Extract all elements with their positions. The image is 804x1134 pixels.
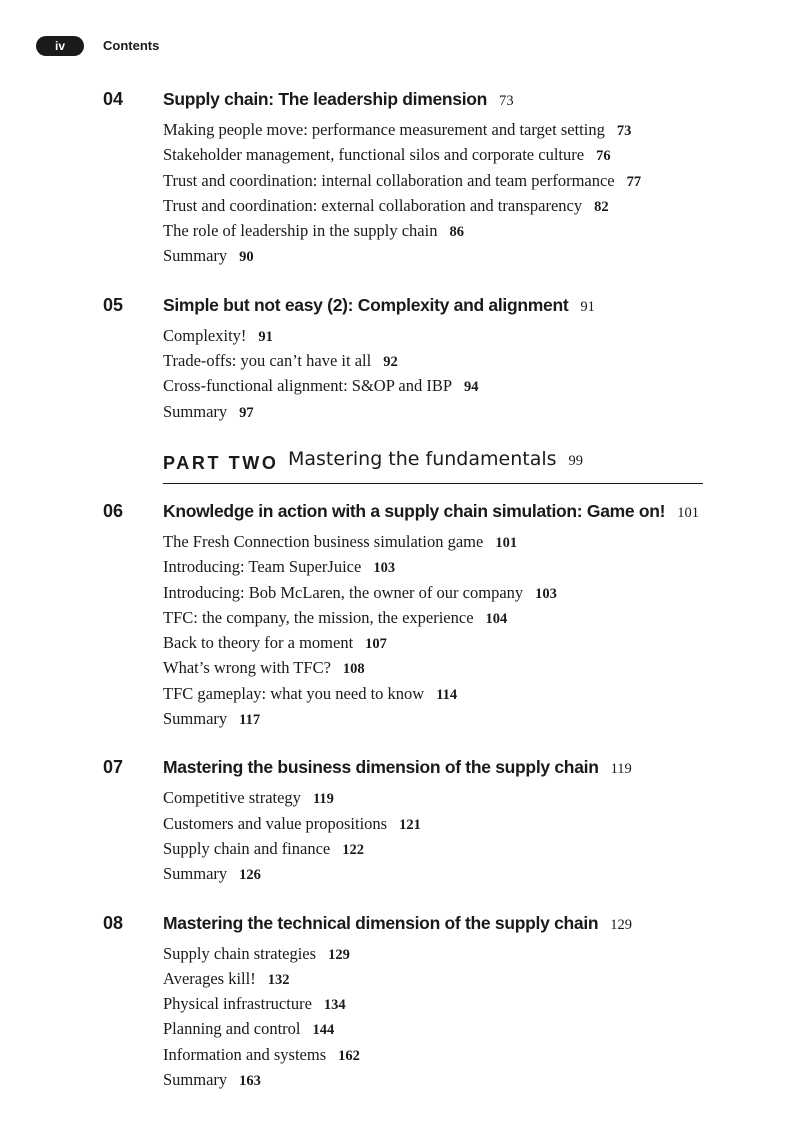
section-page: 119 [312,791,334,808]
section-title: Averages kill! [163,968,256,988]
section-page: 134 [323,997,346,1014]
section-entry [163,194,804,219]
chapter-title: Mastering the technical dimension of the supply chain [163,912,599,933]
section-entry [163,219,804,244]
section-page: 162 [338,1047,360,1064]
section-entry [163,862,804,887]
section-entry [163,581,804,606]
section-page: 117 [239,712,261,729]
section-title: Complexity! [163,325,247,345]
section-page: 114 [436,686,458,703]
chapter-page: 129 [610,916,633,933]
section-entry [163,812,804,837]
chapter-05 [0,292,804,425]
section-page: 122 [342,841,364,858]
section-page: 103 [373,560,396,577]
section-entry [163,118,804,143]
section-page: 104 [485,610,508,627]
section-list [163,786,804,887]
section-page: 82 [594,198,609,215]
section-page: 94 [464,379,479,396]
chapter-number: 04 [103,89,124,109]
part-title-group [288,448,583,470]
section-page: 97 [239,404,254,421]
section-entry [163,530,804,555]
part-label: PART TWO [163,452,279,473]
section-list [163,118,804,270]
section-title: Summary [163,401,228,421]
chapter-heading [163,910,804,936]
section-page: 92 [383,354,398,371]
chapter-04 [0,86,804,270]
section-page: 103 [535,585,557,602]
section-page: 107 [365,636,387,653]
section-entry [163,992,804,1017]
section-page: 77 [626,173,642,190]
section-entry [163,1068,804,1093]
chapter-title: Simple but not easy (2): Complexity and alignment [163,294,569,315]
chapter-06 [0,498,804,732]
part-page: 99 [568,452,584,469]
section-entry [163,555,804,580]
section-entry [163,1043,804,1068]
section-entry [163,837,804,862]
section-title: Introducing: Bob McLaren, the owner of our company [163,582,524,602]
section-title: Trust and coordination: internal collaboration and team performance [163,170,615,190]
section-entry [163,682,804,707]
section-entry [163,349,804,374]
section-entry [163,143,804,168]
section-list [163,942,804,1094]
section-page: 73 [616,123,632,139]
section-title: TFC gameplay: what you need to know [163,683,425,703]
part-title: Mastering the fundamentals [288,447,557,470]
section-page: 121 [399,816,421,833]
chapter-number: 07 [103,757,124,778]
section-entry [163,324,804,349]
section-title: Making people move: performance measurement and target setting [163,120,605,139]
section-title: Trust and coordination: external collaboration and transparency [163,195,583,215]
chapter-title: Supply chain: The leadership dimension [163,89,488,109]
section-title: TFC: the company, the mission, the experience [163,607,474,627]
section-entry [163,967,804,992]
running-head: Contents [103,38,160,53]
chapter-heading [163,86,804,112]
section-title: Summary [163,246,228,266]
chapter-page: 73 [499,93,514,109]
section-title: What’s wrong with TFC? [163,658,331,678]
section-page: 163 [239,1073,261,1090]
section-page: 132 [267,971,290,988]
page-number-badge: iv [36,36,84,56]
table-of-contents [0,86,804,1115]
chapter-title: Knowledge in action with a supply chain simulation: Game on! [163,500,666,521]
section-title: Summary [163,709,228,729]
section-title: The role of leadership in the supply chain [163,221,438,241]
section-title: Summary [163,1070,228,1090]
section-title: Supply chain and finance [163,838,331,858]
section-page: 129 [328,946,350,963]
chapter-number: 06 [103,500,124,521]
section-title: Cross-functional alignment: S&OP and IBP [163,376,453,396]
chapter-07 [0,754,804,887]
section-title: Trade-offs: you can’t have it all [163,351,372,371]
section-page: 144 [312,1022,335,1039]
section-page: 101 [495,534,518,551]
section-page: 86 [449,224,464,241]
chapter-page: 91 [580,298,595,315]
section-title: Planning and control [163,1019,301,1039]
part-heading [163,447,703,484]
section-title: Supply chain strategies [163,943,317,963]
section-entry [163,631,804,656]
section-entry [163,244,804,269]
section-list [163,530,804,732]
section-page: 76 [596,148,611,165]
section-title: Stakeholder management, functional silos and corporate culture [163,145,585,165]
chapter-number: 08 [103,912,124,933]
section-entry [163,169,804,194]
section-list [163,324,804,425]
section-entry [163,942,804,967]
section-entry [163,400,804,425]
section-page: 90 [239,249,254,266]
section-title: Back to theory for a moment [163,633,354,653]
section-title: The Fresh Connection business simulation game [163,531,484,551]
section-page: 91 [258,328,273,345]
section-title: Physical infrastructure [163,994,312,1014]
chapter-08 [0,910,804,1094]
section-page: 108 [342,661,365,678]
chapter-number: 05 [103,294,124,315]
section-entry [163,786,804,811]
chapter-heading [163,498,804,524]
chapter-heading [163,754,804,780]
section-entry [163,374,804,399]
section-title: Customers and value propositions [163,813,388,833]
section-title: Competitive strategy [163,788,301,808]
section-title: Summary [163,864,228,884]
section-entry [163,1017,804,1042]
section-page: 126 [239,867,261,884]
chapter-page: 101 [677,504,699,521]
section-entry [163,656,804,681]
section-entry [163,606,804,631]
section-title: Introducing: Team SuperJuice [163,557,362,577]
chapter-heading [163,292,804,318]
section-title: Information and systems [163,1044,327,1064]
chapter-title: Mastering the business dimension of the supply chain [163,757,599,778]
section-entry [163,707,804,732]
chapter-page: 119 [610,761,632,778]
